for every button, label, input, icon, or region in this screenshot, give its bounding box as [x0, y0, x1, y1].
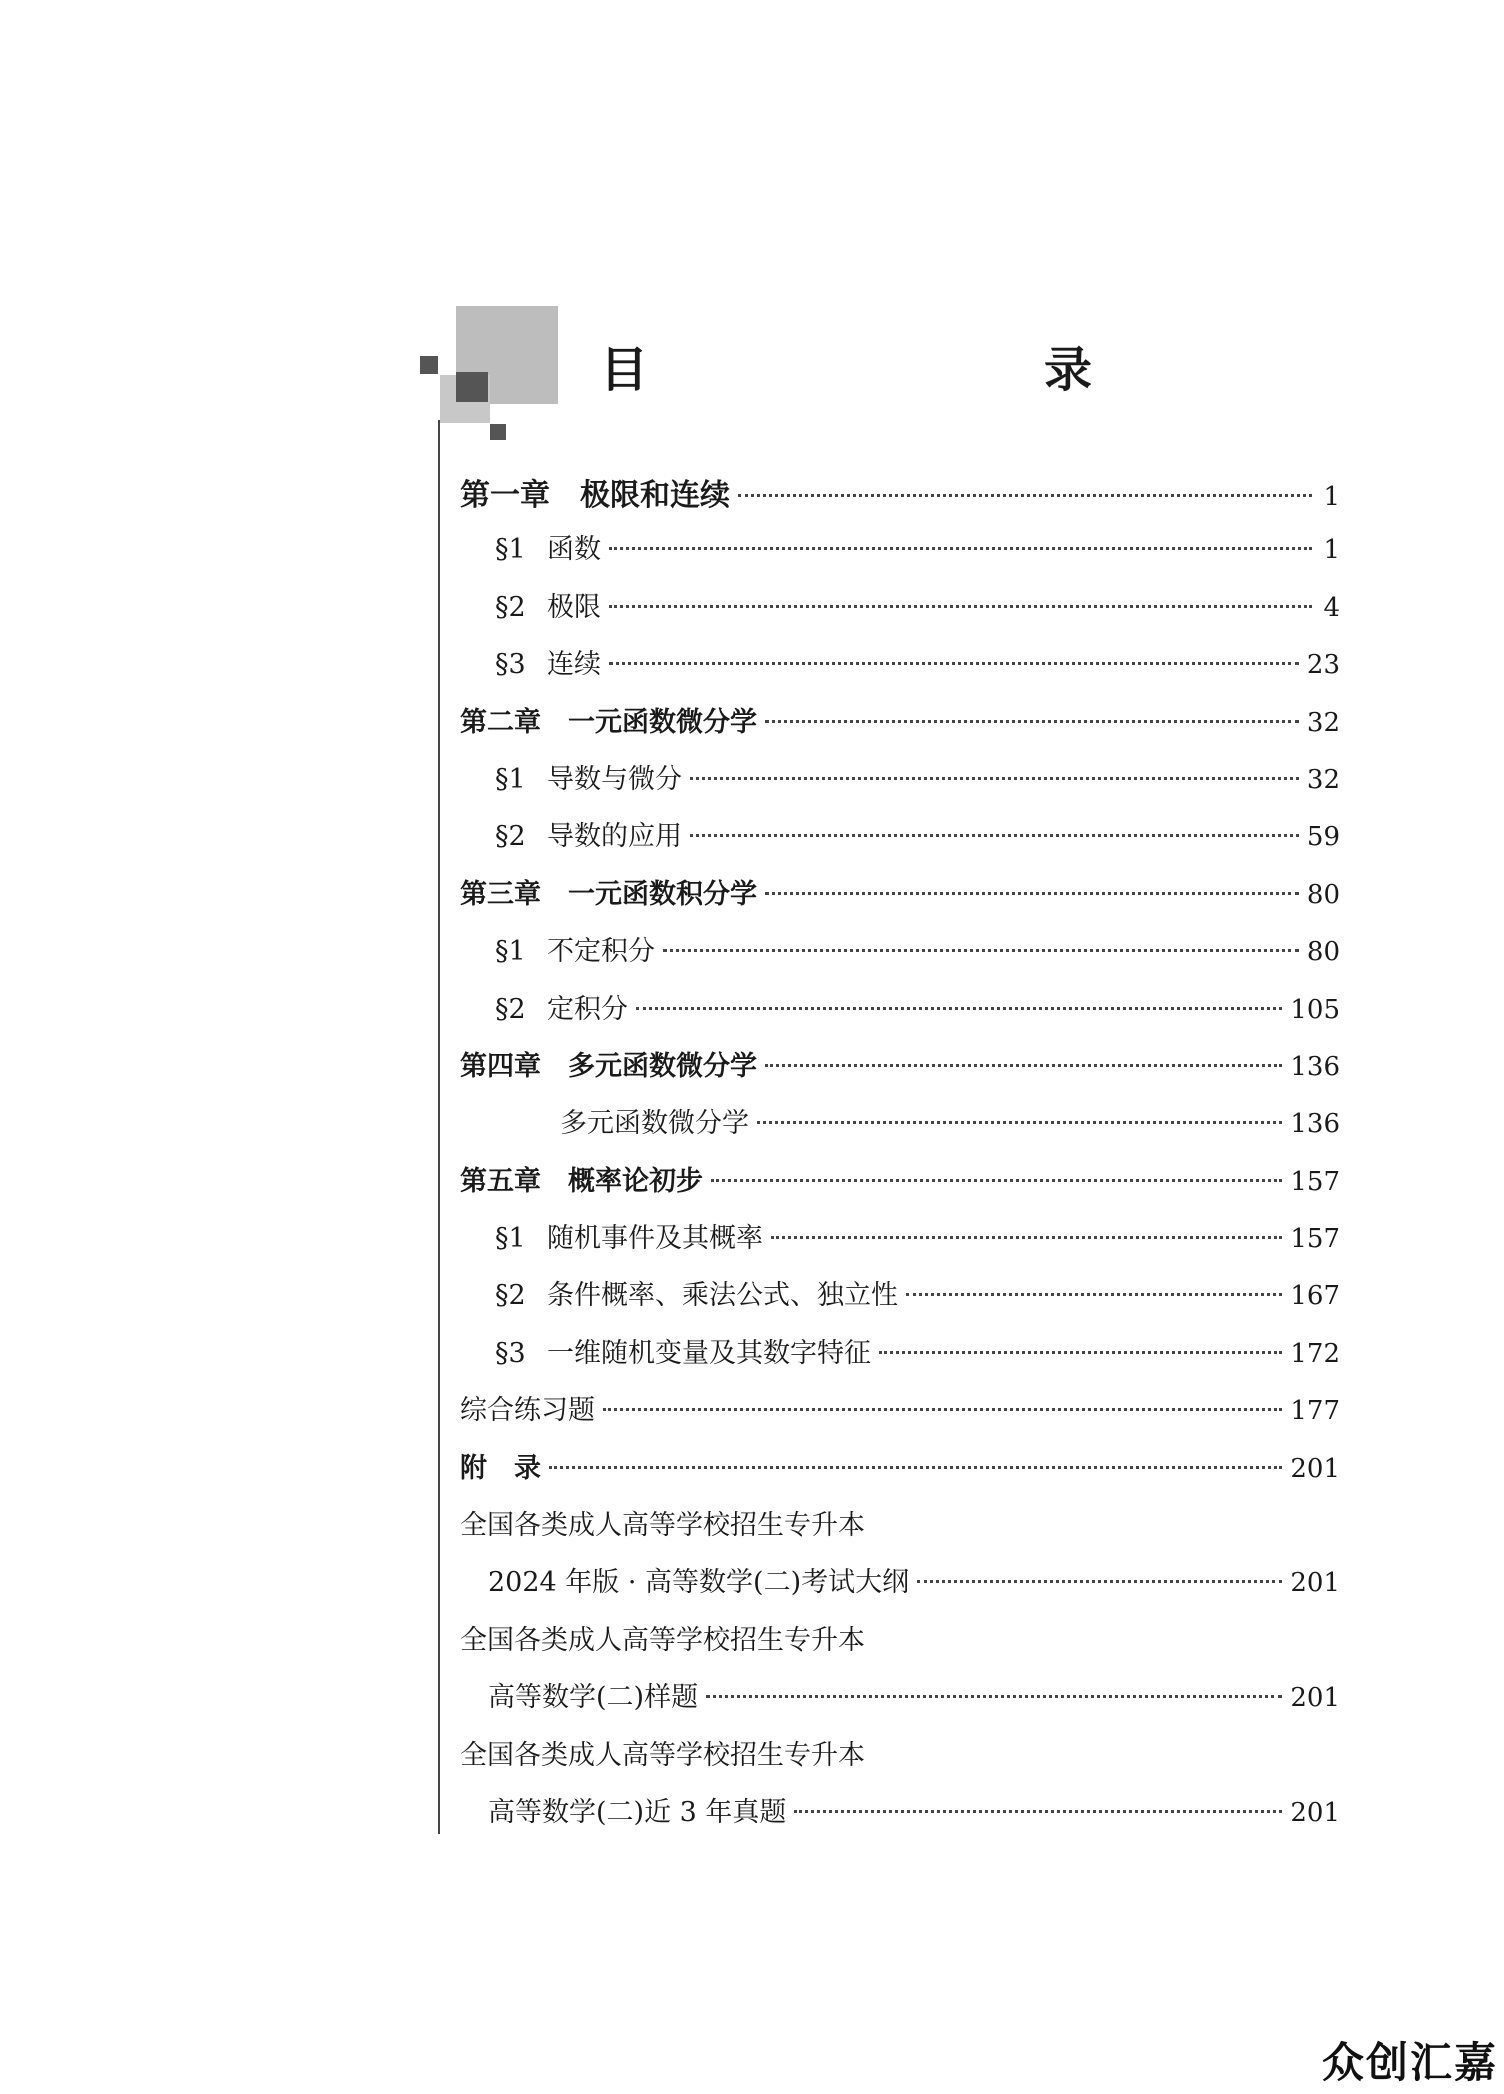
toc-section-number: §1 [495, 936, 526, 968]
toc-section-number: §3 [495, 649, 526, 681]
toc-label: 随机事件及其概率 [547, 1223, 763, 1255]
toc-label: 全国各类成人高等学校招生专升本 [460, 1624, 865, 1656]
toc-leader-dots [794, 1810, 1282, 1813]
decor-square-dark [456, 372, 488, 402]
toc-page-number: 80 [1306, 879, 1340, 910]
toc-label: 全国各类成人高等学校招生专升本 [460, 1510, 865, 1542]
toc-page-number: 167 [1290, 1281, 1340, 1312]
margin-rule [438, 420, 440, 1834]
toc-entry[interactable] [460, 757, 1340, 814]
toc-leader-dots [765, 892, 1299, 895]
toc-entry[interactable] [460, 1101, 1340, 1158]
toc-page-number: 59 [1306, 822, 1340, 853]
toc-page-number: 177 [1290, 1396, 1340, 1427]
toc-leader-dots [738, 494, 1312, 497]
watermark-logo: 众创汇嘉 [1321, 2038, 1498, 2087]
toc-entry[interactable] [460, 1503, 1340, 1560]
toc-page-number: 201 [1290, 1683, 1340, 1714]
toc-label: 导数与微分 [547, 763, 682, 795]
toc-section-number: §1 [495, 534, 526, 566]
toc-page-number: 157 [1290, 1166, 1340, 1197]
toc-entry[interactable] [460, 1618, 1340, 1675]
toc-label: 全国各类成人高等学校招生专升本 [460, 1739, 865, 1771]
toc-page-number: 1 [1323, 535, 1340, 566]
toc-label: 第四章 多元函数微分学 [460, 1050, 757, 1082]
page-title: 目 录 [600, 342, 1193, 398]
toc-page-number: 136 [1290, 1051, 1340, 1082]
toc-section-number: §3 [495, 1337, 526, 1369]
toc-entry[interactable] [460, 1216, 1340, 1273]
toc-entry[interactable] [460, 700, 1340, 757]
toc-entry[interactable] [460, 872, 1340, 929]
toc-label: 极限 [547, 591, 601, 623]
toc-label: 第五章 概率论初步 [460, 1165, 703, 1197]
toc-entry[interactable] [460, 814, 1340, 871]
toc-label: 多元函数微分学 [560, 1108, 749, 1140]
decor-square-tiny [490, 424, 506, 440]
toc-entry[interactable] [460, 1733, 1340, 1790]
toc-label: 定积分 [547, 993, 628, 1025]
toc-label: 一维随机变量及其数字特征 [547, 1337, 871, 1369]
toc-label: 导数的应用 [547, 821, 682, 853]
toc-leader-dots [609, 662, 1299, 665]
toc-page-number: 201 [1290, 1453, 1340, 1484]
toc-page-number: 157 [1290, 1224, 1340, 1255]
toc-label: 不定积分 [547, 936, 655, 968]
toc-page-number: 80 [1306, 937, 1340, 968]
toc-entry[interactable] [460, 585, 1340, 642]
toc-entry[interactable] [460, 929, 1340, 986]
toc-entry[interactable] [460, 987, 1340, 1044]
toc-leader-dots [609, 547, 1312, 550]
toc-label: 条件概率、乘法公式、独立性 [547, 1280, 898, 1312]
toc-leader-dots [879, 1351, 1282, 1354]
toc-entry[interactable] [460, 642, 1340, 699]
toc-label: 高等数学(二)样题 [488, 1682, 699, 1714]
toc-leader-dots [706, 1695, 1282, 1698]
toc-section-number: §1 [495, 763, 526, 795]
toc-label: 第二章 一元函数微分学 [460, 706, 757, 738]
toc-section-number: §2 [495, 993, 526, 1025]
toc-leader-dots [757, 1121, 1282, 1124]
toc-page-number: 4 [1323, 592, 1340, 623]
toc-entry[interactable] [460, 1388, 1340, 1445]
table-of-contents [460, 470, 1340, 1847]
toc-label: 函数 [547, 534, 601, 566]
toc-page-number: 23 [1306, 650, 1340, 681]
toc-leader-dots [690, 834, 1299, 837]
toc-leader-dots [549, 1466, 1282, 1469]
toc-page-number: 1 [1323, 482, 1340, 512]
toc-page-number: 32 [1306, 764, 1340, 795]
toc-leader-dots [917, 1580, 1282, 1583]
toc-entry[interactable] [460, 1273, 1340, 1330]
toc-label: 第一章 极限和连续 [460, 478, 730, 513]
toc-entry[interactable] [460, 1675, 1340, 1732]
toc-section-number: §2 [495, 821, 526, 853]
toc-leader-dots [765, 1064, 1282, 1067]
toc-leader-dots [609, 605, 1312, 608]
toc-page-number: 32 [1306, 707, 1340, 738]
toc-page-number: 201 [1290, 1797, 1340, 1828]
toc-page-number: 136 [1290, 1109, 1340, 1140]
toc-section-number: §1 [495, 1223, 526, 1255]
toc-leader-dots [690, 777, 1299, 780]
toc-section-number: §2 [495, 591, 526, 623]
toc-leader-dots [906, 1293, 1282, 1296]
toc-page-number: 201 [1290, 1568, 1340, 1599]
toc-leader-dots [765, 720, 1299, 723]
toc-page-number: 105 [1290, 994, 1340, 1025]
toc-label: 高等数学(二)近 3 年真题 [488, 1796, 787, 1828]
toc-label: 连续 [547, 649, 601, 681]
toc-entry[interactable] [460, 1331, 1340, 1388]
toc-leader-dots [636, 1007, 1282, 1010]
toc-leader-dots [771, 1236, 1282, 1239]
toc-label: 附 录 [460, 1452, 541, 1484]
toc-leader-dots [603, 1408, 1282, 1411]
toc-label: 第三章 一元函数积分学 [460, 878, 757, 910]
toc-label: 综合练习题 [460, 1395, 595, 1427]
toc-entry[interactable] [460, 1044, 1340, 1101]
toc-page-number: 172 [1290, 1338, 1340, 1369]
toc-entry[interactable] [460, 1159, 1340, 1216]
toc-entry[interactable] [460, 1790, 1340, 1847]
toc-section-number: §2 [495, 1280, 526, 1312]
toc-leader-dots [663, 949, 1299, 952]
toc-label: 2024 年版 · 高等数学(二)考试大纲 [488, 1567, 910, 1599]
toc-leader-dots [711, 1179, 1282, 1182]
decor-square-small [420, 356, 438, 374]
toc-entry[interactable] [460, 1560, 1340, 1617]
toc-entry[interactable] [460, 470, 1340, 527]
toc-entry[interactable] [460, 1446, 1340, 1503]
toc-entry[interactable] [460, 527, 1340, 584]
